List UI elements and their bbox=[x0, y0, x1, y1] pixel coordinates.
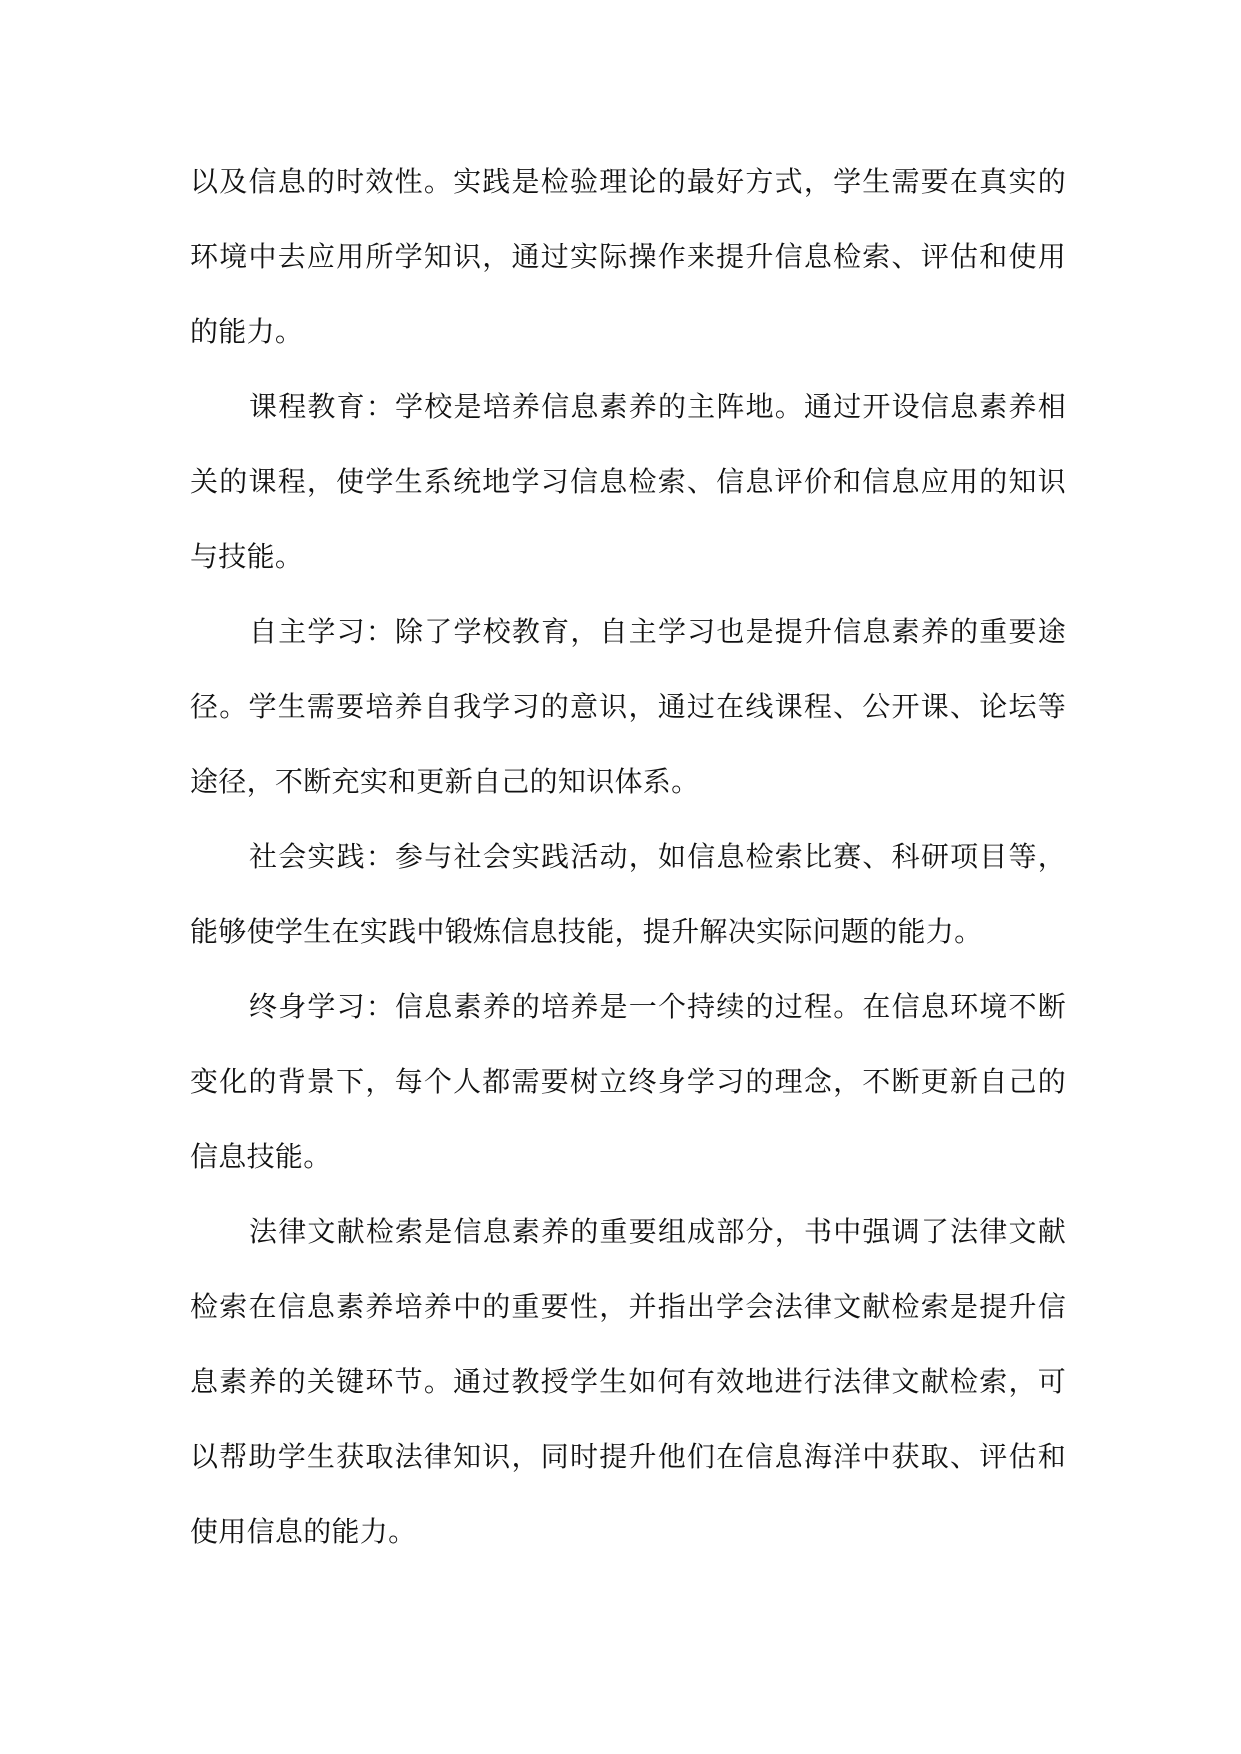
paragraph-legal-literature-retrieval: 法律文献检索是信息素养的重要组成部分，书中强调了法律文献检索在信息素养培养中的重要性，并指出学会法律文献检索是提升信息素养的关键环节。通过教授学生如何有效地进行法律文献检索，可以帮助学生获取法律知识，同时提升他们在信息海洋中获取、评估和使用信息的能力。 bbox=[190, 1215, 1066, 1548]
paragraph-continuation: 以及信息的时效性。实践是检验理论的最好方式，学生需要在真实的环境中去应用所学知识，通过实际操作来提升信息检索、评估和使用的能力。 bbox=[190, 165, 1066, 348]
paragraph-lifelong-learning: 终身学习：信息素养的培养是一个持续的过程。在信息环境不断变化的背景下，每个人都需要树立终身学习的理念，不断更新自己的信息技能。 bbox=[190, 990, 1066, 1173]
document-body bbox=[190, 144, 1066, 1569]
paragraph-social-practice: 社会实践：参与社会实践活动，如信息检索比赛、科研项目等，能够使学生在实践中锻炼信息技能，提升解决实际问题的能力。 bbox=[190, 840, 1066, 948]
paragraph-course-education: 课程教育：学校是培养信息素养的主阵地。通过开设信息素养相关的课程，使学生系统地学习信息检索、信息评价和信息应用的知识与技能。 bbox=[190, 390, 1066, 573]
paragraph-self-learning: 自主学习：除了学校教育，自主学习也是提升信息素养的重要途径。学生需要培养自我学习的意识，通过在线课程、公开课、论坛等途径，不断充实和更新自己的知识体系。 bbox=[190, 615, 1066, 798]
